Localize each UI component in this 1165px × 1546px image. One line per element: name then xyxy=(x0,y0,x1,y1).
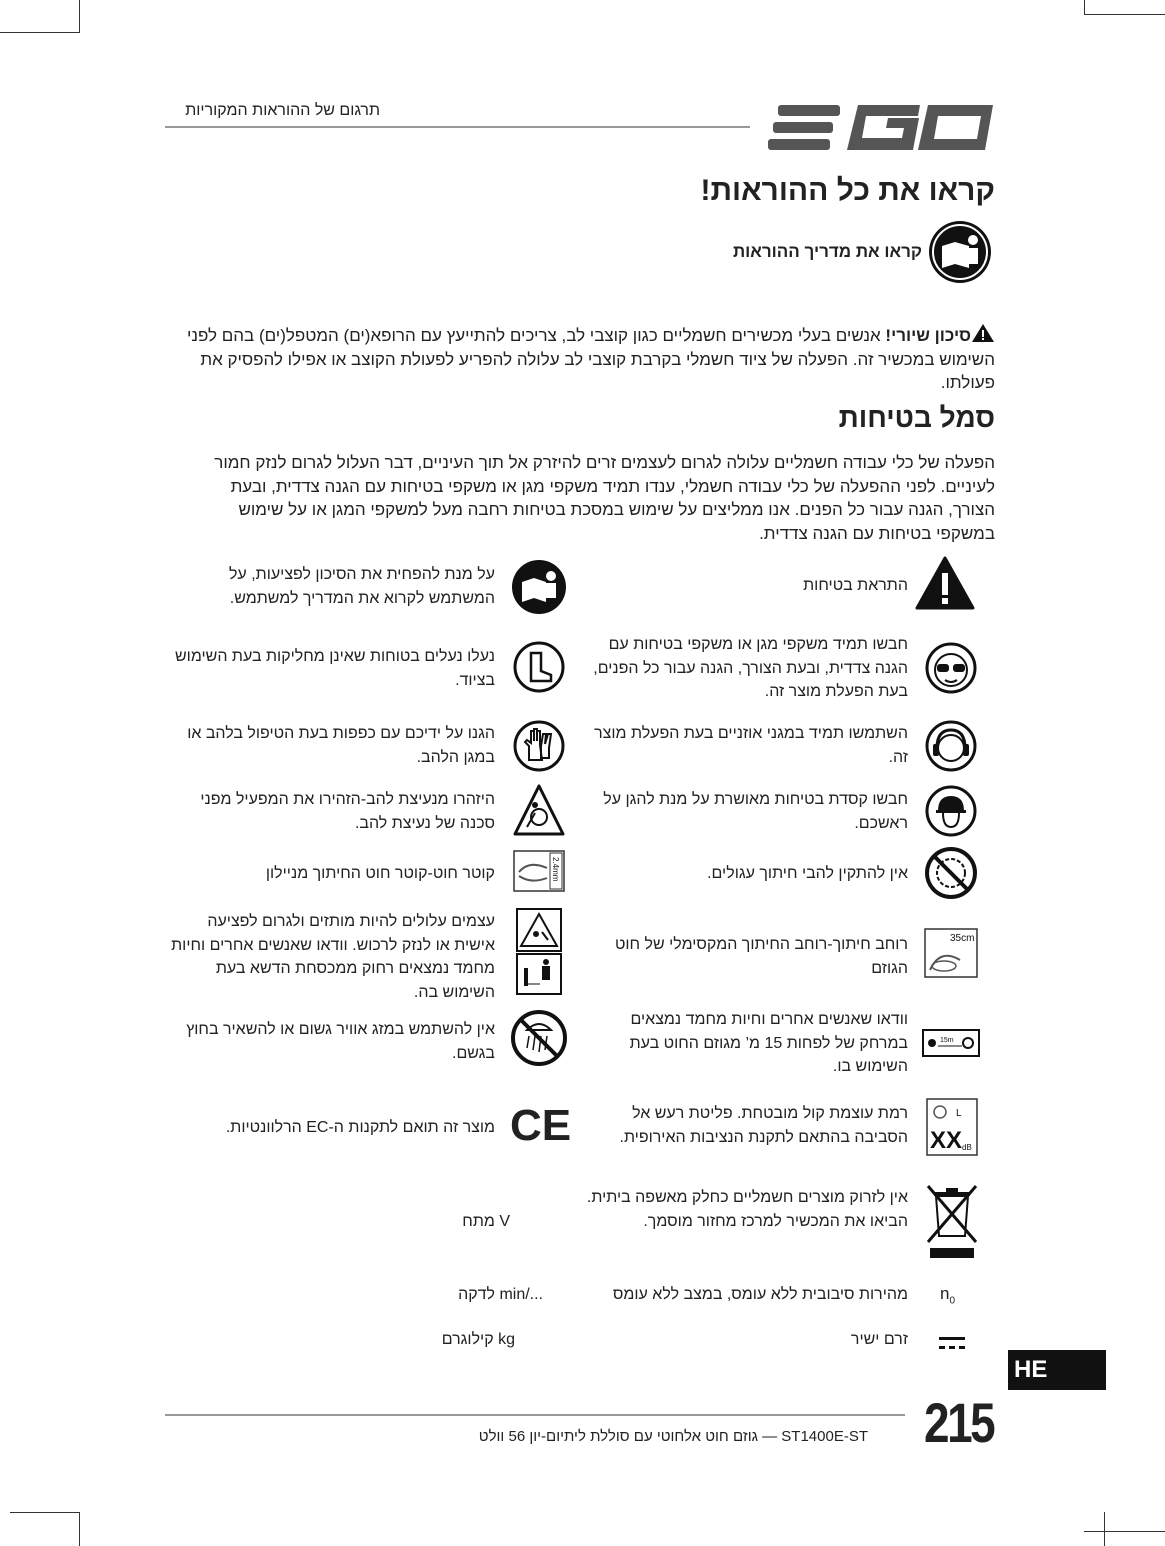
symbol-text-boots: נעלו נעלים בטוחות שאינן מחליקות בעת השימוש בציוד. xyxy=(175,648,495,689)
risk-text: אנשים בעלי מכשירים חשמליים כגון קוצבי לב, צריכים להתייעץ עם הרופא(ים) המטפל(ים) בהם לפני השימוש במכשיר זה. הפעלה של ציוד חשמלי בקרבת קוצבי לב עלולה להפריע לפעולת הקוצב או אפילו להפסיק את פעולתו. xyxy=(186,326,995,392)
safety-paragraph: הפעלה של כלי עבודה חשמליים עלולה לגרום לעצמים זרים להיזרק אל תוך העיניים, דבר העלול לגרום לנזק חמור לעיניים. לפני ההפעלה של כלי עבודה חשמלי, ענדו תמיד משקפי מגן או משקפי בטיחות עם הגנה צדדית, ובעת הצורך, הגנה עבור כל הפנים. אנו ממליצים על שימוש במסכת בטיחות רחבה מעל למשקפי המגן או על שימוש במשקפי בטיחות עם הגנה צדדית. xyxy=(214,453,995,543)
no-load-speed-icon: $n_0$ xyxy=(940,1284,956,1307)
unit-volt: V מתח xyxy=(462,1213,510,1230)
main-heading: קראו את כל ההוראות! xyxy=(700,174,995,207)
header-subtitle: תרגום של ההוראות המקוריות xyxy=(185,102,380,119)
helmet-icon xyxy=(925,785,977,837)
blade-kickback-icon xyxy=(513,783,565,837)
distance-15m-icon xyxy=(922,1029,980,1057)
symbol-text-nylon-line: קוטר חוט-קוטר חוט החיתוך מניילון xyxy=(265,865,495,882)
footer-model: ST1400E-ST xyxy=(781,1428,868,1445)
distance-label: 15m xyxy=(940,1037,954,1044)
read-manual-icon xyxy=(511,559,567,615)
warning-triangle-icon xyxy=(971,323,995,343)
ear-protection-icon xyxy=(925,720,977,772)
cutting-width-label: 35cm xyxy=(950,933,975,944)
nylon-line-label: 2.4mm xyxy=(551,857,560,882)
svg-text:dB: dB xyxy=(962,1143,972,1152)
symbol-text-no-load-speed: מהירות סיבובית ללא עומס, במצב ללא עומס xyxy=(612,1286,908,1303)
direct-current-icon xyxy=(938,1334,966,1352)
warning-triangle-icon xyxy=(915,556,975,611)
footer-product: גוזם חוט אלחוטי עם סוללת ליתיום-יון 56 וולט xyxy=(478,1428,758,1445)
symbol-text-read-manual: על מנת להפחית את הסיכון לפציעות, על המשתמש לקרוא את המדריך למשתמש. xyxy=(228,566,495,607)
no-rain-icon xyxy=(511,1010,567,1066)
eye-protection-icon xyxy=(925,642,977,694)
crop-mark xyxy=(1084,14,1165,15)
symbol-text-blade-kickback: היזהרו מנעיצת להב-הזהירו את המפעיל מפני סכנה של נעיצת להב. xyxy=(200,791,495,832)
thrown-objects-icon xyxy=(516,908,562,996)
symbol-text-gloves: הגנו על ידיכם עם כפפות בעת הטיפול בלהב או במגן הלהב. xyxy=(187,725,495,766)
header-rule xyxy=(165,126,750,128)
symbol-text-helmet: חבשו קסדת בטיחות מאושרת על מנת להגן על ראשכם. xyxy=(603,791,908,832)
crop-mark xyxy=(1104,1512,1105,1546)
symbol-text-thrown-objects: עצמים עלולים להיות מותזים ולגרום לפציעה אישית או לנזק לרכוש. וודאו שאנשים אחרים וחיות מחמד נמצאים רחוק ממכסחת הדשא בעת השימוש בה. xyxy=(171,913,495,1001)
footer-rule xyxy=(165,1414,905,1416)
symbol-text-ce: מוצר זה תואם לתקנות ה-EC הרלוונטיות. xyxy=(225,1119,495,1136)
risk-label: סיכון שיורי! xyxy=(885,326,971,345)
noise-level-icon xyxy=(926,1098,978,1156)
no-circular-blade-icon xyxy=(925,847,977,899)
nylon-line-cutter-icon xyxy=(513,850,565,892)
symbol-text-distance: וודאו שאנשים אחרים וחיות מחמד נמצאים במרחק של לפחות 15 מ’ מגוזם החוט בעת השימוש בו. xyxy=(629,1011,908,1075)
manual-note: קראו את מדריך ההוראות xyxy=(732,242,922,261)
svg-text:L: L xyxy=(956,1108,962,1119)
crop-mark xyxy=(1084,0,1085,15)
weee-bin-icon xyxy=(924,1182,980,1260)
symbol-text-cutting-width: רוחב חיתוך-רוחב החיתוך המקסימלי של חוט הגוזם xyxy=(614,936,908,977)
footer-dash: — xyxy=(762,1428,778,1445)
safety-boots-icon xyxy=(513,641,565,693)
unit-kilogram: kg קילוגרם xyxy=(441,1331,515,1348)
symbol-text-warning: התראת בטיחות xyxy=(803,577,908,594)
crop-mark xyxy=(79,0,80,33)
symbol-text-weee: אין לזרוק מוצרים חשמליים כחלק מאשפה ביתית. הביאו את המכשיר למרכז מחזור מוסמך. xyxy=(586,1189,908,1230)
page-number: 215 xyxy=(924,1391,994,1454)
symbol-text-eye-protection: חבשו תמיד משקפי מגן או משקפי בטיחות עם הגנה צדדית, ובעת הצורך, הגנה עבור כל הפנים, בעת הפעלת מוצר זה. xyxy=(593,636,908,700)
safety-heading: סמל בטיחות xyxy=(838,402,995,433)
cutting-width-icon xyxy=(924,928,978,978)
symbol-text-noise-level: רמת עוצמת קול מובטחת. פליטת רעש אל הסביבה בהתאם לתקנת הנציבות האירופית. xyxy=(619,1105,908,1146)
symbol-text-no-rain: אין להשתמש במזג אוויר גשום או להשאיר בחוץ בגשם. xyxy=(186,1021,495,1062)
noise-level-label: XX xyxy=(930,1127,963,1154)
residual-risk-paragraph xyxy=(175,323,995,395)
symbol-text-ear-protection: השתמשו תמיד במגני אוזניים בעת הפעלת מוצר זה. xyxy=(594,725,908,766)
unit-per-minute: .../min לדקה xyxy=(458,1286,543,1303)
language-tab: HE xyxy=(1008,1350,1106,1390)
ego-logo xyxy=(768,100,993,156)
crop-mark xyxy=(79,1512,80,1546)
gloves-icon xyxy=(513,720,565,772)
crop-mark xyxy=(1084,1531,1165,1532)
symbol-text-direct-current: זרם ישיר xyxy=(850,1331,908,1348)
ce-mark-icon: CE xyxy=(510,1101,572,1150)
symbol-text-no-circular-blade: אין להתקין להבי חיתוך עגולים. xyxy=(707,865,908,882)
crop-mark xyxy=(0,32,80,33)
read-manual-icon xyxy=(928,220,992,284)
crop-mark xyxy=(10,1512,80,1513)
no-load-speed-label: n xyxy=(940,1284,950,1303)
footer-caption xyxy=(300,1428,868,1445)
